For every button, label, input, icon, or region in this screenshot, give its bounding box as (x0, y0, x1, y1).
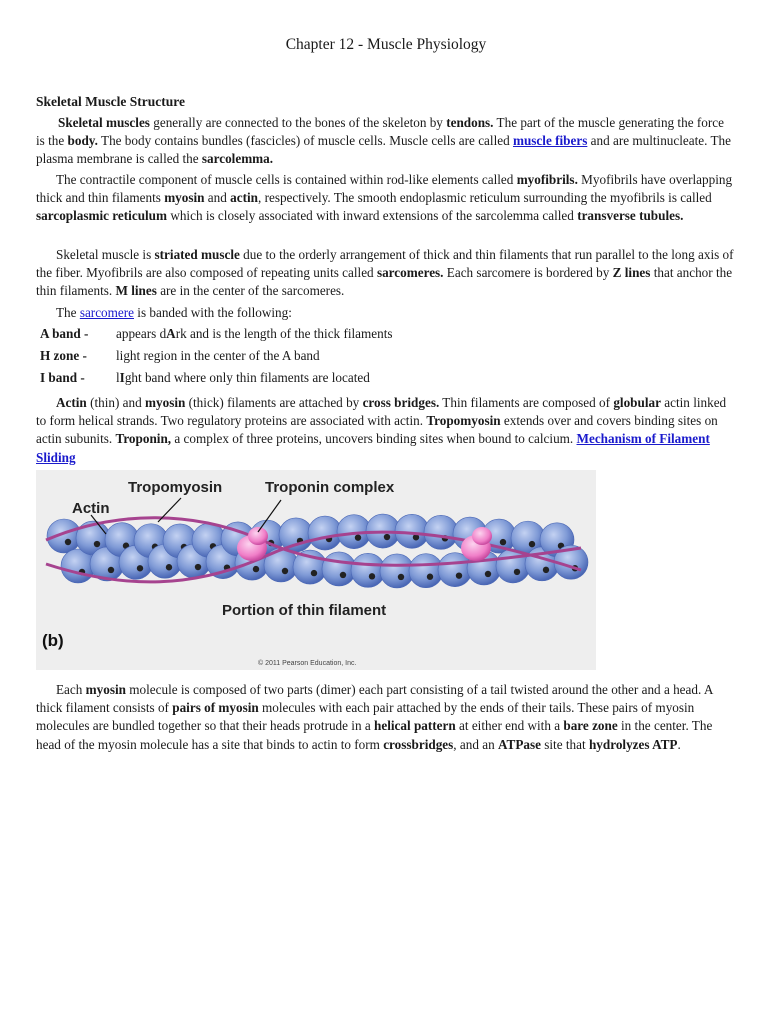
binding-site-dot (282, 568, 288, 574)
term-tropomyosin: Tropomyosin (426, 413, 501, 429)
term-z-lines: Z lines (612, 265, 651, 281)
text: (thin) and (86, 395, 146, 410)
binding-site-dot (108, 567, 114, 573)
filament-sliding-link[interactable]: Mechanism of Filament Sliding (36, 431, 710, 465)
binding-site-dot (500, 539, 506, 545)
text: Thin filaments are composed of (439, 395, 614, 410)
term-sarcolemma: sarcolemma. (201, 151, 274, 167)
text: (thick) filaments are attached by (185, 395, 363, 410)
binding-site-dot (340, 572, 346, 578)
term-m-lines: M lines (115, 283, 157, 299)
text: in the center. The head of the myosin molecule has a site that binds to actin to form (36, 718, 713, 752)
section-heading: Skeletal Muscle Structure (36, 94, 185, 109)
term-striated-muscle: striated muscle (154, 247, 240, 262)
binding-site-dot (137, 565, 143, 571)
text: ght band where only thin filaments are located (124, 370, 370, 385)
band-term: A band - (40, 326, 89, 341)
term-pairs-of-myosin: pairs of myosin (172, 700, 259, 716)
term-skeletal-muscles: Skeletal muscles (58, 115, 150, 130)
term-hydrolyzes-atp: hydrolyzes ATP (588, 736, 678, 752)
term-actin: Actin (56, 395, 87, 410)
band-desc (116, 348, 320, 364)
sarcomere-link[interactable]: sarcomere (79, 305, 134, 320)
thin-filament-illustration (36, 470, 596, 670)
text: The part of the muscle generating the force is the (36, 115, 724, 149)
text: at either end with a (455, 718, 564, 734)
thin-filament-figure (36, 470, 596, 670)
text: a complex of three proteins, uncovers binding sites when bound to calcium. (171, 431, 577, 447)
term-crossbridges: crossbridges (383, 736, 454, 752)
text: molecules with each pair attached by the ends of their tails. These pairs of myosin molecules are bundled together so that their heads protrude in a (36, 700, 695, 734)
term-globular: globular (613, 395, 661, 410)
text: The contractile component of muscle cells is contained within rod-like elements called (56, 172, 517, 187)
paragraph-4 (36, 304, 736, 322)
term-transverse-tubules: transverse tubules. (577, 208, 684, 224)
page-title: Chapter 12 - Muscle Physiology (285, 36, 487, 53)
text: l (116, 370, 120, 385)
text: are in the center of the sarcomeres. (156, 283, 345, 299)
term-bare-zone: bare zone (563, 718, 618, 734)
paragraph-1 (36, 114, 736, 169)
binding-site-dot (456, 572, 462, 578)
text: Skeletal muscle is (56, 247, 155, 262)
text: which is closely associated with inward extensions of the sarcolemma called (167, 208, 578, 224)
term-helical-pattern: helical pattern (374, 718, 456, 734)
band-term: I band - (40, 370, 85, 385)
text: I (119, 370, 125, 385)
binding-site-dot (253, 566, 259, 572)
binding-site-dot (529, 541, 535, 547)
binding-site-dot (94, 541, 100, 547)
text: due to the orderly arrangement of thick and thin filaments that run parallel to the long axis of the fiber. Myofibrils are also composed of repeating units called (36, 247, 734, 281)
text: light region in the center of the A band (116, 348, 320, 363)
text: appears d (116, 326, 167, 341)
term-body: body. (67, 133, 98, 149)
binding-site-dot (369, 573, 375, 579)
label-troponin-complex: Troponin complex (265, 479, 395, 496)
binding-site-dot (355, 534, 361, 540)
binding-site-dot (384, 534, 390, 540)
paragraph-6 (36, 681, 736, 754)
band-term: H zone - (40, 348, 87, 363)
text: and (204, 190, 231, 206)
binding-site-dot (65, 539, 71, 545)
label-tropomyosin: Tropomyosin (128, 479, 223, 496)
term-sarcoplasmic-reticulum: sarcoplasmic reticulum (36, 208, 168, 224)
binding-site-dot (485, 571, 491, 577)
text: that anchor the thin filaments. (36, 265, 733, 299)
text: Myofibrils have overlapping thick and thin filaments (36, 172, 733, 206)
term-tendons: tendons. (446, 115, 494, 130)
binding-site-dot (514, 569, 520, 575)
paragraph-2 (36, 171, 736, 226)
text: extends over and covers binding sites on actin subunits. (36, 413, 718, 447)
text: The (56, 305, 80, 320)
text: and are multinucleate. The plasma membrane is called the (36, 133, 732, 167)
text: , respectively. The smooth endoplasmic reticulum surrounding the myofibrils is called (257, 190, 712, 206)
term-sarcomeres: sarcomeres. (376, 265, 444, 281)
text: site that (540, 736, 589, 752)
term-myofibrils: myofibrils. (516, 172, 578, 187)
text: Each (56, 682, 86, 697)
text: molecule is composed of two parts (dimer) each part consisting of a tail twisted around the other and a head. A thick filament consists of (36, 682, 713, 716)
binding-site-dot (195, 564, 201, 570)
text: actin linked to form helical strands. Two regulatory proteins are associated with actin. (36, 395, 727, 429)
text: , and an (453, 736, 498, 752)
paragraph-3 (36, 246, 736, 301)
text: A (166, 326, 176, 341)
band-desc (116, 370, 370, 386)
figure-panel-label: (b) (42, 631, 64, 650)
binding-site-dot (543, 567, 549, 573)
text: Each sarcomere is bordered by (443, 265, 613, 281)
figure-caption: Portion of thin filament (222, 602, 387, 619)
binding-site-dot (398, 574, 404, 580)
paragraph-5 (36, 394, 736, 467)
binding-site-dot (427, 574, 433, 580)
binding-site-dot (311, 570, 317, 576)
term-actin: actin (230, 190, 258, 206)
term-cross-bridges: cross bridges. (362, 395, 440, 410)
term-myosin: myosin (85, 682, 126, 697)
text: rk and is the length of the thick filaments (175, 326, 393, 341)
term-troponin: Troponin, (115, 431, 172, 447)
text: . (677, 736, 681, 752)
binding-site-dot (166, 564, 172, 570)
label-actin: Actin (72, 500, 110, 517)
band-desc (116, 326, 393, 342)
muscle-fibers-link[interactable]: muscle fibers (512, 133, 588, 149)
text: The body contains bundles (fascicles) of muscle cells. Muscle cells are called (97, 133, 513, 149)
figure-copyright: © 2011 Pearson Education, Inc. (258, 660, 357, 667)
text: is banded with the following: (134, 305, 292, 320)
term-myosin: myosin (164, 190, 205, 206)
term-myosin: myosin (145, 395, 186, 410)
text: generally are connected to the bones of the skeleton by (149, 115, 447, 130)
term-atpase: ATPase (497, 736, 541, 752)
